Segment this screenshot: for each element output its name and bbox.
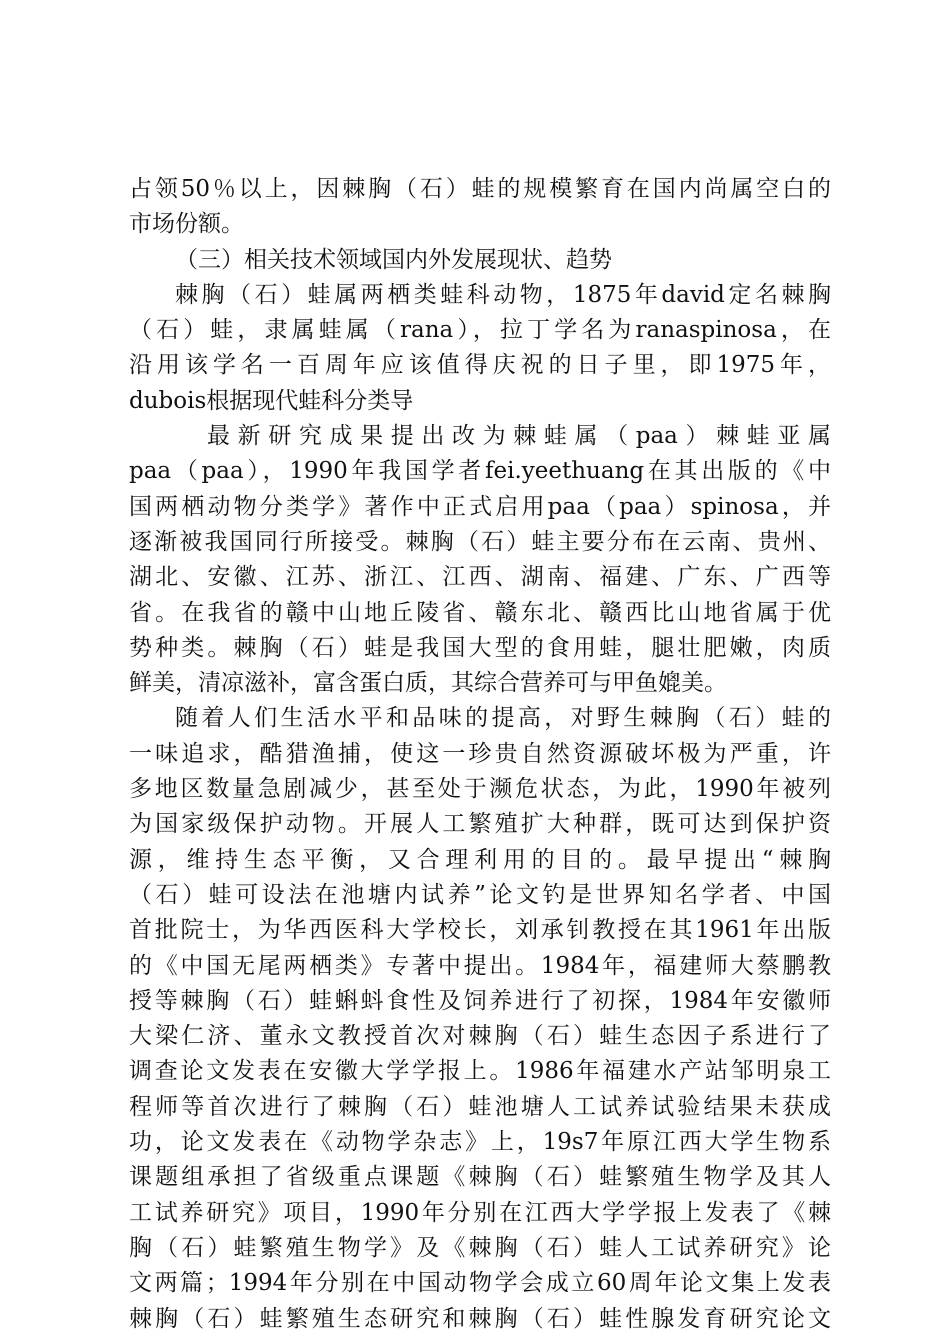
text-line: 工试养研究》项目，1990年分别在江西大学学报上发表了《棘	[129, 1199, 831, 1226]
text-line: 湖北、安徽、江苏、浙江、江西、湖南、福建、广东、广西等	[129, 564, 831, 591]
text-line: 首批院士，为华西医科大学校长，刘承钊教授在其1961年出版	[129, 917, 831, 944]
text-line: （石）蛙，隶属蛙属（rana），拉丁学名为ranaspinosa，在	[129, 317, 831, 344]
document-body	[129, 172, 831, 1337]
text-line: 多地区数量急剧减少，甚至处于濒危状态，为此，1990年被列	[129, 776, 831, 803]
text-line: 势种类。棘胸（石）蛙是我国大型的食用蛙，腿壮肥嫩，肉质	[129, 634, 831, 661]
text-line: 一味追求，酷猎渔捕，使这一珍贵自然资源破坏极为严重，许	[129, 740, 831, 767]
text-line: 最新研究成果提出改为棘蛙属（paa）棘蛙亚属	[207, 423, 831, 450]
text-line: 文两篇；1994年分别在中国动物学会成立60周年论文集上发表	[129, 1270, 831, 1297]
text-line: 源，维持生态平衡，又合理利用的目的。最早提出“棘胸	[129, 846, 831, 873]
text-line: 为国家级保护动物。开展人工繁殖扩大种群，既可达到保护资	[129, 811, 831, 838]
text-line: （石）蛙可设法在池塘内试养”论文钓是世界知名学者、中国	[129, 881, 831, 908]
text-line: dubois根据现代蛙科分类导	[129, 387, 414, 414]
text-line: 国两栖动物分类学》著作中正式启用paa（paa）spinosa，并	[129, 493, 831, 520]
text-line: 省。在我省的赣中山地丘陵省、赣东北、赣西比山地省属于优	[129, 599, 831, 626]
text-line: 的《中国无尾两栖类》专著中提出。1984年，福建师大蔡鹏教	[129, 952, 831, 979]
text-line: 授等棘胸（石）蛙蝌蚪食性及饲养进行了初探，1984年安徽师	[129, 987, 831, 1014]
text-line: 逐渐被我国同行所接受。棘胸（石）蛙主要分布在云南、贵州、	[129, 528, 831, 555]
text-line: 程师等首次进行了棘胸（石）蛙池塘人工试养试验结果未获成	[129, 1093, 831, 1120]
text-line: 占领50％以上，因棘胸（石）蛙的规模繁育在国内尚属空白的	[129, 176, 831, 202]
text-line: 鲜美，清凉滋补，富含蛋白质，其综合营养可与甲鱼媲美。	[129, 670, 727, 697]
text-line: 随着人们生活水平和品味的提高，对野生棘胸（石）蛙的	[175, 705, 831, 732]
text-line: 市场份额。	[129, 211, 244, 238]
text-line: 功，论文发表在《动物学杂志》上，19s7年原江西大学生物系	[129, 1129, 831, 1156]
text-line: 调查论文发表在安徽大学学报上。1986年福建水产站邹明泉工	[129, 1058, 831, 1085]
text-line: 课题组承担了省级重点课题《棘胸（石）蛙繁殖生物学及其人	[129, 1164, 831, 1191]
text-line: 胸（石）蛙繁殖生物学》及《棘胸（石）蛙人工试养研究》论	[129, 1234, 831, 1261]
text-line: 棘胸（石）蛙属两栖类蛙科动物，1875年david定名棘胸	[175, 281, 831, 308]
text-line: 沿用该学名一百周年应该值得庆祝的日子里，即1975年，	[129, 352, 831, 379]
text-line: 大梁仁济、董永文教授首次对棘胸（石）蛙生态因子系进行了	[129, 1023, 831, 1050]
text-line: 棘胸（石）蛙繁殖生态研究和棘胸（石）蛙性腺发育研究论文	[129, 1305, 831, 1332]
section-heading: （三）相关技术领域国内外发展现状、趋势	[175, 246, 612, 273]
text-line: paa（paa），1990年我国学者fei.yeethuang在其出版的《中	[129, 458, 831, 485]
